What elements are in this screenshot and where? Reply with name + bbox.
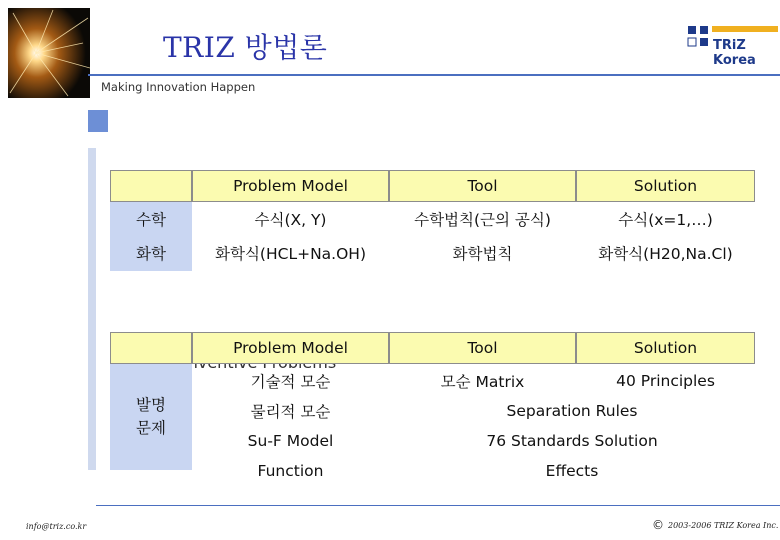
footer-email: info@triz.co.kr (26, 522, 87, 531)
table1-cell-model: 화학식(HCL+Na.OH) (215, 245, 366, 263)
table1-cell-model: 수식(X, Y) (254, 210, 327, 229)
header-rule (88, 74, 780, 76)
spark-image (8, 8, 90, 98)
table2-cell-model: Function (257, 462, 324, 480)
copyright-symbol: © (652, 518, 664, 532)
decorative-square (88, 110, 108, 132)
table1-header-model: Problem Model (192, 170, 389, 202)
table2-header-empty (110, 332, 192, 364)
table1-header-empty (110, 170, 192, 202)
table1-header-solution: Solution (576, 170, 755, 202)
table1-cell-solution: 수식(x=1,…) (618, 210, 713, 229)
table2-cell-tool: 모순 Matrix (440, 373, 525, 391)
table2-header-solution: Solution (576, 332, 755, 364)
table2-cell-merged: Effects (545, 462, 599, 480)
table2-cell-model: Su-F Model (247, 432, 334, 450)
tagline: Making Innovation Happen (101, 80, 256, 94)
table2-cell-model: 물리적 모순 (250, 403, 331, 421)
logo-text: TRiZ Korea (713, 38, 756, 68)
table1-row-label: 수학 (110, 202, 192, 235)
table2-header-tool: Tool (389, 332, 576, 364)
left-accent-bar (88, 148, 96, 470)
table2-row-label: 발명 문제 (110, 364, 192, 470)
table2-cell-solution: 40 Principles (616, 372, 715, 390)
table1-cell-tool: 수학법칙(근의 공식) (414, 210, 551, 229)
footer-rule (96, 505, 780, 506)
table1-row-label: 화학 (110, 235, 192, 271)
footer-copyright: 2003-2006 TRIZ Korea Inc. (668, 521, 779, 530)
table1-header-tool: Tool (389, 170, 576, 202)
table2-cell-merged: 76 Standards Solution (486, 432, 658, 450)
table1-cell-tool: 화학법칙 (452, 245, 513, 263)
table2-cell-merged: Separation Rules (506, 402, 638, 420)
table2-header-model: Problem Model (192, 332, 389, 364)
page-title: TRIZ 방법론 (163, 31, 328, 64)
table1-cell-solution: 화학식(H20,Na.Cl) (598, 245, 733, 263)
table2-cell-model: 기술적 모순 (250, 373, 331, 391)
